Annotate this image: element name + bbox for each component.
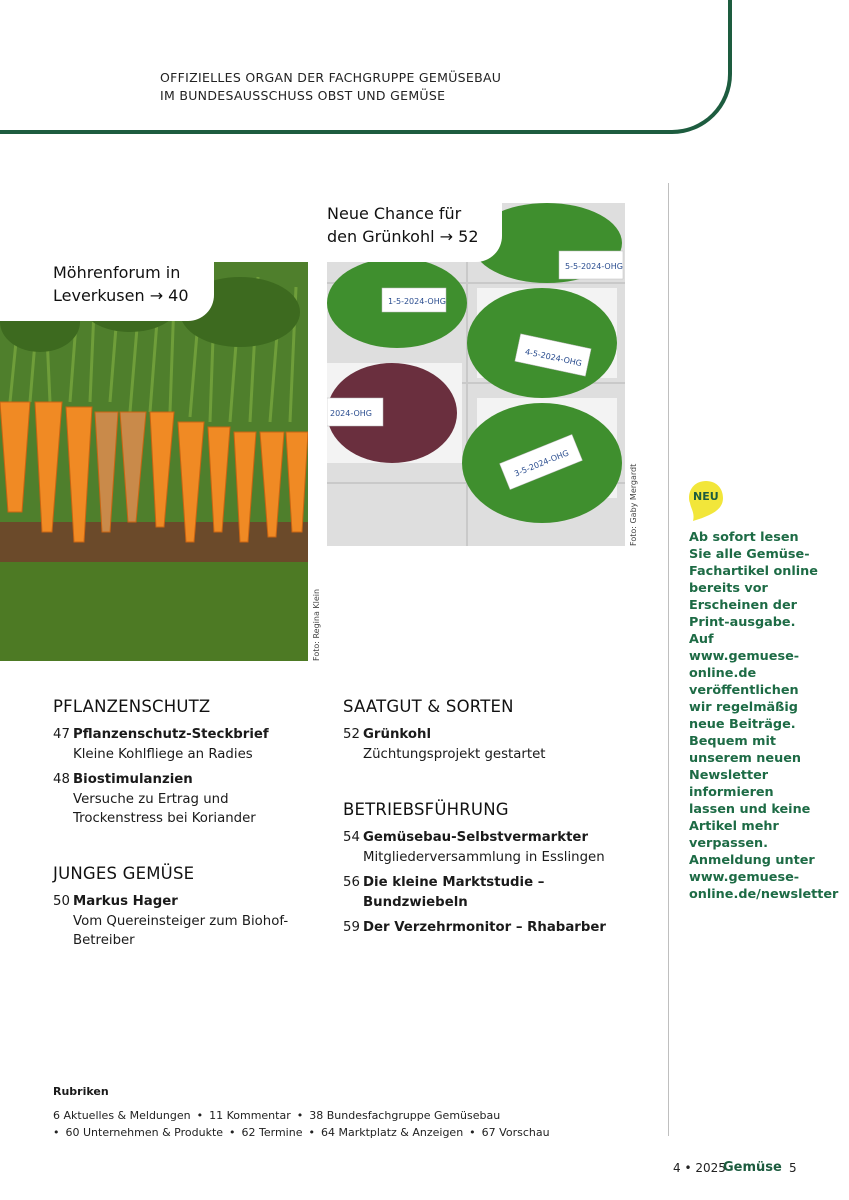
kale-label-4: 4-5-2024-OHG	[524, 347, 583, 369]
carrots-caption[interactable]	[0, 259, 214, 321]
toc-entry-title: Markus Hager	[73, 894, 178, 909]
kale-label-5: 5-5-2024-OHG	[565, 262, 623, 271]
rubrik-item[interactable]: 60 Unternehmen & Produkte	[65, 1126, 224, 1139]
header-line-2: IM BUNDESAUSSCHUSS OBST UND GEMÜSE	[160, 88, 446, 103]
toc-page-number: 50	[53, 894, 70, 909]
issue-number: 4 • 2025	[673, 1161, 726, 1175]
toc-entry-subtitle: Mitgliederversammlung in Esslingen	[363, 849, 605, 865]
section-title-junges-gemuese: JUNGES GEMÜSE	[53, 864, 195, 883]
rubriken-heading: Rubriken	[53, 1085, 109, 1098]
kale-caption-line-2: den Grünkohl → 52	[327, 227, 479, 246]
section-title-saatgut: SAATGUT & SORTEN	[343, 697, 514, 716]
section-title-betriebsfuehrung: BETRIEBSFÜHRUNG	[343, 800, 509, 819]
carrots-photo-credit: Foto: Regina Klein	[312, 588, 321, 661]
toc-entry[interactable]	[343, 918, 643, 938]
toc-entry-title: Biostimulanzien	[73, 772, 193, 787]
kale-label-1: 1-5-2024-OHG	[388, 297, 446, 306]
column-divider	[668, 183, 669, 1136]
neu-badge-label: NEU	[693, 490, 719, 503]
rubrik-item[interactable]: 67 Vorschau	[481, 1126, 550, 1139]
kale-caption[interactable]	[320, 200, 502, 262]
toc-entry[interactable]	[53, 725, 313, 764]
toc-entry-title: Pflanzenschutz-Steckbrief	[73, 727, 269, 742]
rubriken-line-1: 6 Aktuelles & Meldungen • 11 Kommentar • 38 Bundesfachgruppe Gemüsebau	[53, 1109, 501, 1122]
rubrik-item[interactable]: 64 Marktplatz & Anzeigen	[320, 1126, 464, 1139]
toc-entry-title: Der Verzehrmonitor – Rhabarber	[363, 920, 606, 935]
kale-caption-line-1: Neue Chance für	[327, 204, 462, 223]
rubrik-item[interactable]: 6 Aktuelles & Meldungen	[53, 1109, 191, 1122]
brand-logo: Gemüse	[723, 1160, 782, 1175]
header-line-1: OFFIZIELLES ORGAN DER FACHGRUPPE GEMÜSEBAU	[160, 70, 502, 85]
toc-entry-title: Die kleine Marktstudie – Bundzwiebeln	[363, 875, 545, 910]
toc-entry[interactable]	[53, 770, 313, 829]
toc-entry-title: Gemüsebau-Selbstvermarkter	[363, 830, 589, 845]
toc-page-number: 54	[343, 830, 360, 845]
toc-page-number: 52	[343, 727, 360, 742]
carrots-caption-line-2: Leverkusen → 40	[53, 286, 189, 305]
kale-photo-credit: Foto: Gaby Mergardt	[629, 463, 638, 546]
toc-entry-subtitle: Kleine Kohlfliege an Radies	[73, 746, 253, 762]
toc-entry[interactable]	[53, 892, 293, 951]
carrots-photo	[0, 262, 308, 661]
kale-label-3: 3-5-2024-OHG	[512, 448, 571, 479]
toc-entry-title: Grünkohl	[363, 727, 432, 742]
toc-entry-subtitle: Züchtungsprojekt gestartet	[363, 746, 546, 762]
header-publication-line	[160, 69, 501, 105]
toc-entry[interactable]	[343, 873, 563, 912]
page-number: 5	[789, 1161, 797, 1175]
rubrik-item[interactable]: 11 Kommentar	[209, 1109, 291, 1122]
toc-page-number: 56	[343, 875, 360, 890]
toc-page-number: 47	[53, 727, 70, 742]
toc-entry-subtitle: Versuche zu Ertrag und Trockenstress bei Koriander	[73, 791, 256, 826]
toc-page-number: 59	[343, 920, 360, 935]
section-title-pflanzenschutz: PFLANZENSCHUTZ	[53, 697, 211, 716]
newsletter-notice[interactable]: Ab sofort lesen Sie alle Gemüse-Fachartikel online bereits vor Erscheinen der Print-ausgabe. Auf www.gemuese-online.de veröffentlichen wir regelmäßig neue Beiträge. Bequem mit unserem neuen Newsletter informieren lassen und keine Artikel mehr verpassen. Anmeldung unter www.gemuese-online.de/newsletter	[689, 530, 839, 902]
toc-page-number: 48	[53, 772, 70, 787]
toc-entry[interactable]	[343, 725, 643, 764]
header-frame	[0, 0, 732, 134]
toc-entry-subtitle: Vom Quereinsteiger zum Biohof-Betreiber	[73, 913, 289, 948]
carrots-illustration	[0, 262, 308, 661]
rubriken-line-2: • 60 Unternehmen & Produkte • 62 Termine • 64 Marktplatz & Anzeigen • 67 Vorschau	[53, 1126, 550, 1139]
kale-label-2: 2024-OHG	[330, 409, 372, 418]
toc-entry[interactable]	[343, 828, 643, 867]
rubrik-item[interactable]: 38 Bundesfachgruppe Gemüsebau	[309, 1109, 501, 1122]
carrots-caption-line-1: Möhrenforum in	[53, 263, 181, 282]
rubrik-item[interactable]: 62 Termine	[241, 1126, 303, 1139]
